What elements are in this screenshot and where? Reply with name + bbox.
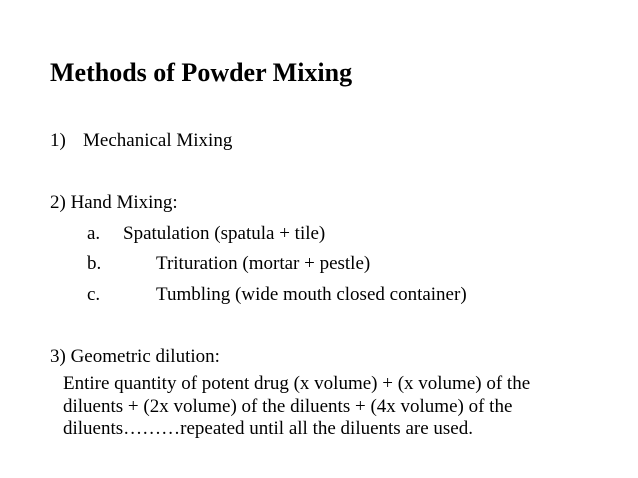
geometric-dilution-heading: 3) Geometric dilution:: [50, 346, 220, 367]
sub-item-text: Spatulation (spatula + tile): [123, 223, 326, 244]
description-line: Entire quantity of potent drug (x volume) + (x volume) of the: [63, 373, 531, 394]
hand-mixing-heading: 2) Hand Mixing:: [50, 192, 178, 213]
sub-item-tumbling: [87, 284, 467, 306]
description-line: diluents + (2x volume) of the diluents + (4x volume) of the: [63, 395, 513, 417]
list-label: Mechanical Mixing: [83, 130, 233, 151]
sub-item-letter: a.: [87, 223, 101, 244]
list-number: 1): [50, 130, 66, 151]
sub-item-spatulation: [87, 223, 325, 245]
slide-title: Methods of Powder Mixing: [50, 58, 353, 87]
sub-item-letter: c.: [87, 284, 101, 305]
description-line: diluents………repeated until all the diluents are used.: [63, 418, 473, 439]
sub-item-text: Trituration (mortar + pestle): [156, 253, 371, 274]
list-item-mechanical-mixing: [50, 130, 232, 152]
sub-item-trituration: [87, 253, 370, 275]
geometric-dilution-description: [63, 373, 530, 441]
sub-item-letter: b.: [87, 253, 102, 274]
sub-item-text: Tumbling (wide mouth closed container): [156, 284, 467, 305]
